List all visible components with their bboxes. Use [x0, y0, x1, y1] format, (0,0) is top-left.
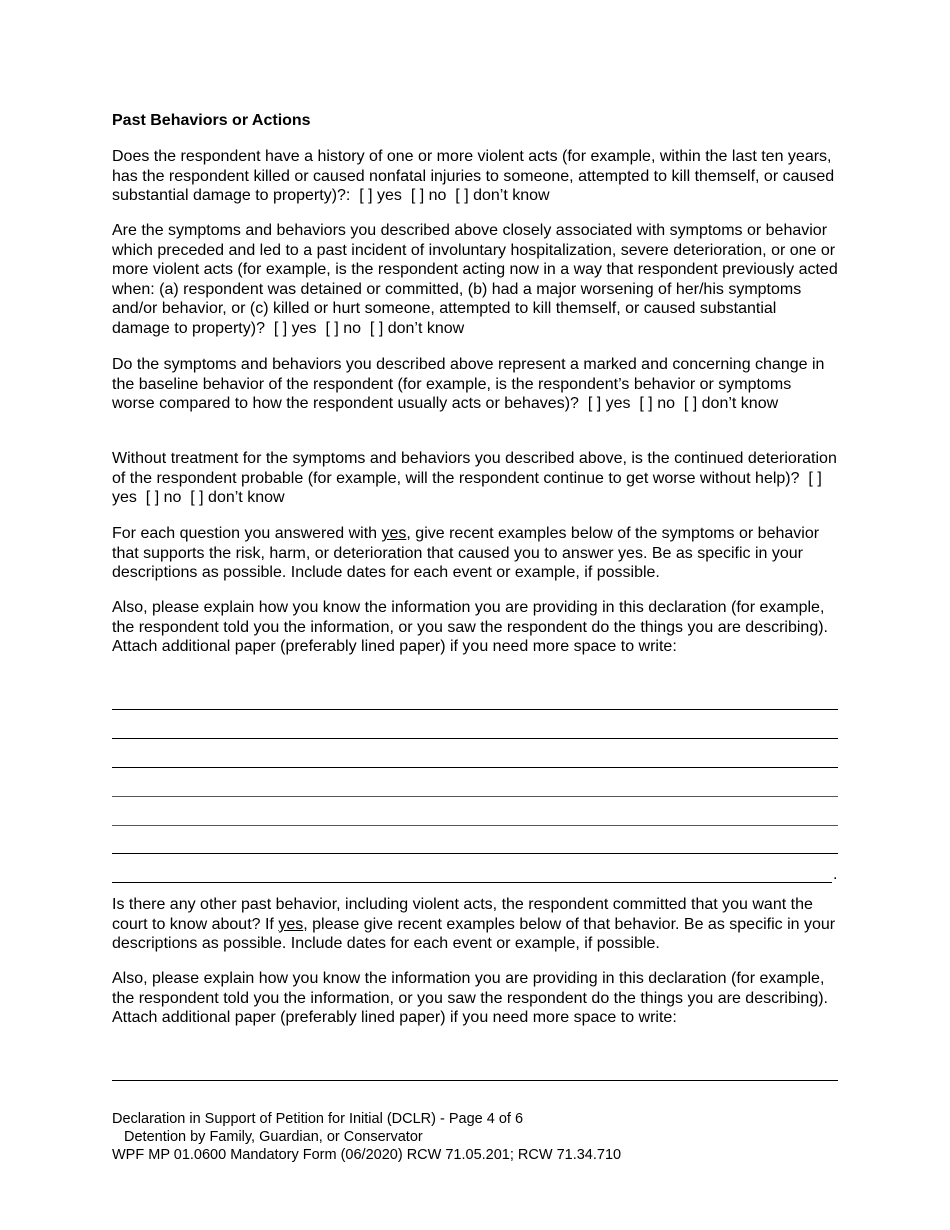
checkbox-dont-know[interactable]: [ ] don’t know: [369, 319, 465, 337]
question-baseline-change: [112, 355, 838, 414]
question-text: Does the respondent have a history of one or more violent acts (for example, within the last ten years, has the respondent killed or caused nonfatal injuries to someone, attempted to kill themself, or caused substantial damage to property)?:: [112, 148, 835, 204]
answer-line[interactable]: [112, 1080, 838, 1081]
checkbox-yes[interactable]: [ ] yes: [112, 469, 822, 506]
checkbox-no[interactable]: [ ] no: [145, 489, 182, 506]
answer-line[interactable]: [112, 882, 832, 883]
answer-line[interactable]: [112, 853, 838, 854]
footer-title: Declaration in Support of Petition for Initial (DCLR) - Page 4 of 6: [112, 1111, 524, 1127]
question-deterioration: [112, 449, 838, 508]
question-other-behavior: Is there any other past behavior, including violent acts, the respondent committed that you want the court to know about? If yes, please give recent examples below of that behavior. Be as specific in your descriptions as possible. Include dates for each event or example, if possible.: [112, 896, 836, 952]
answer-line[interactable]: [112, 796, 838, 797]
instructions-explain-2: Also, please explain how you know the information you are providing in this declaration (for example, the respondent told you the information, or you saw the respondent do the things you are describing). Attach additional paper (preferably lined paper) if you need more space to write:: [112, 970, 828, 1026]
question-past-incident: [112, 221, 838, 338]
checkbox-no[interactable]: [ ] no: [325, 319, 362, 337]
question-text: Without treatment for the symptoms and behaviors you described above, is the continued deterioration of the respondent probable (for example, will the respondent continue to get worse without help)?: [112, 450, 837, 487]
answer-line[interactable]: [112, 738, 838, 739]
footer-subtitle: Detention by Family, Guardian, or Conservator: [124, 1129, 423, 1145]
checkbox-yes[interactable]: [ ] yes: [273, 319, 317, 337]
section-title: Past Behaviors or Actions: [112, 112, 311, 129]
checkbox-no[interactable]: [ ] no: [639, 395, 675, 412]
checkbox-dont-know[interactable]: [ ] don’t know: [455, 187, 550, 204]
checkbox-yes[interactable]: [ ] yes: [587, 395, 631, 412]
footer-form-id: WPF MP 01.0600 Mandatory Form (06/2020) RCW 71.05.201; RCW 71.34.710: [112, 1147, 622, 1163]
question-text: Do the symptoms and behaviors you described above represent a marked and concerning change in the baseline behavior of the respondent (for example, is the respondent’s behavior or symptoms worse compared to how the respondent usually acts or behaves)?: [112, 356, 825, 412]
question-violent-history: [112, 147, 838, 206]
checkbox-dont-know[interactable]: [ ] don’t know: [190, 489, 285, 506]
checkbox-dont-know[interactable]: [ ] don’t know: [683, 395, 779, 412]
instructions-explain: Also, please explain how you know the information you are providing in this declaration (for example, the respondent told you the information, or you saw the respondent do the things you are describing). Attach additional paper (preferably lined paper) if you need more space to write:: [112, 599, 828, 655]
answer-line[interactable]: [112, 709, 838, 710]
line-end-period: .: [833, 866, 838, 883]
instructions-examples: For each question you answered with yes, give recent examples below of the symptoms or behavior that supports the risk, harm, or deterioration that caused you to answer yes. Be as specific in your descriptions as possible. Include dates for each event or example, if possible.: [112, 525, 820, 581]
answer-line[interactable]: [112, 825, 838, 826]
question-text: Are the symptoms and behaviors you described above closely associated with symptoms or behavior which preceded and led to a past incident of involuntary hospitalization, severe deterioration, or one or more violent acts (for example, is the respondent acting now in a way that respondent previously acted when: (a) respondent was detained or committed, (b) had a major worsening of her/his symptoms and/or behavior, or (c) killed or hurt someone, attempted to kill themself, or caused substantial damage to property)?: [112, 222, 838, 337]
checkbox-no[interactable]: [ ] no: [410, 187, 447, 204]
checkbox-yes[interactable]: [ ] yes: [359, 187, 402, 204]
answer-line[interactable]: [112, 767, 838, 768]
